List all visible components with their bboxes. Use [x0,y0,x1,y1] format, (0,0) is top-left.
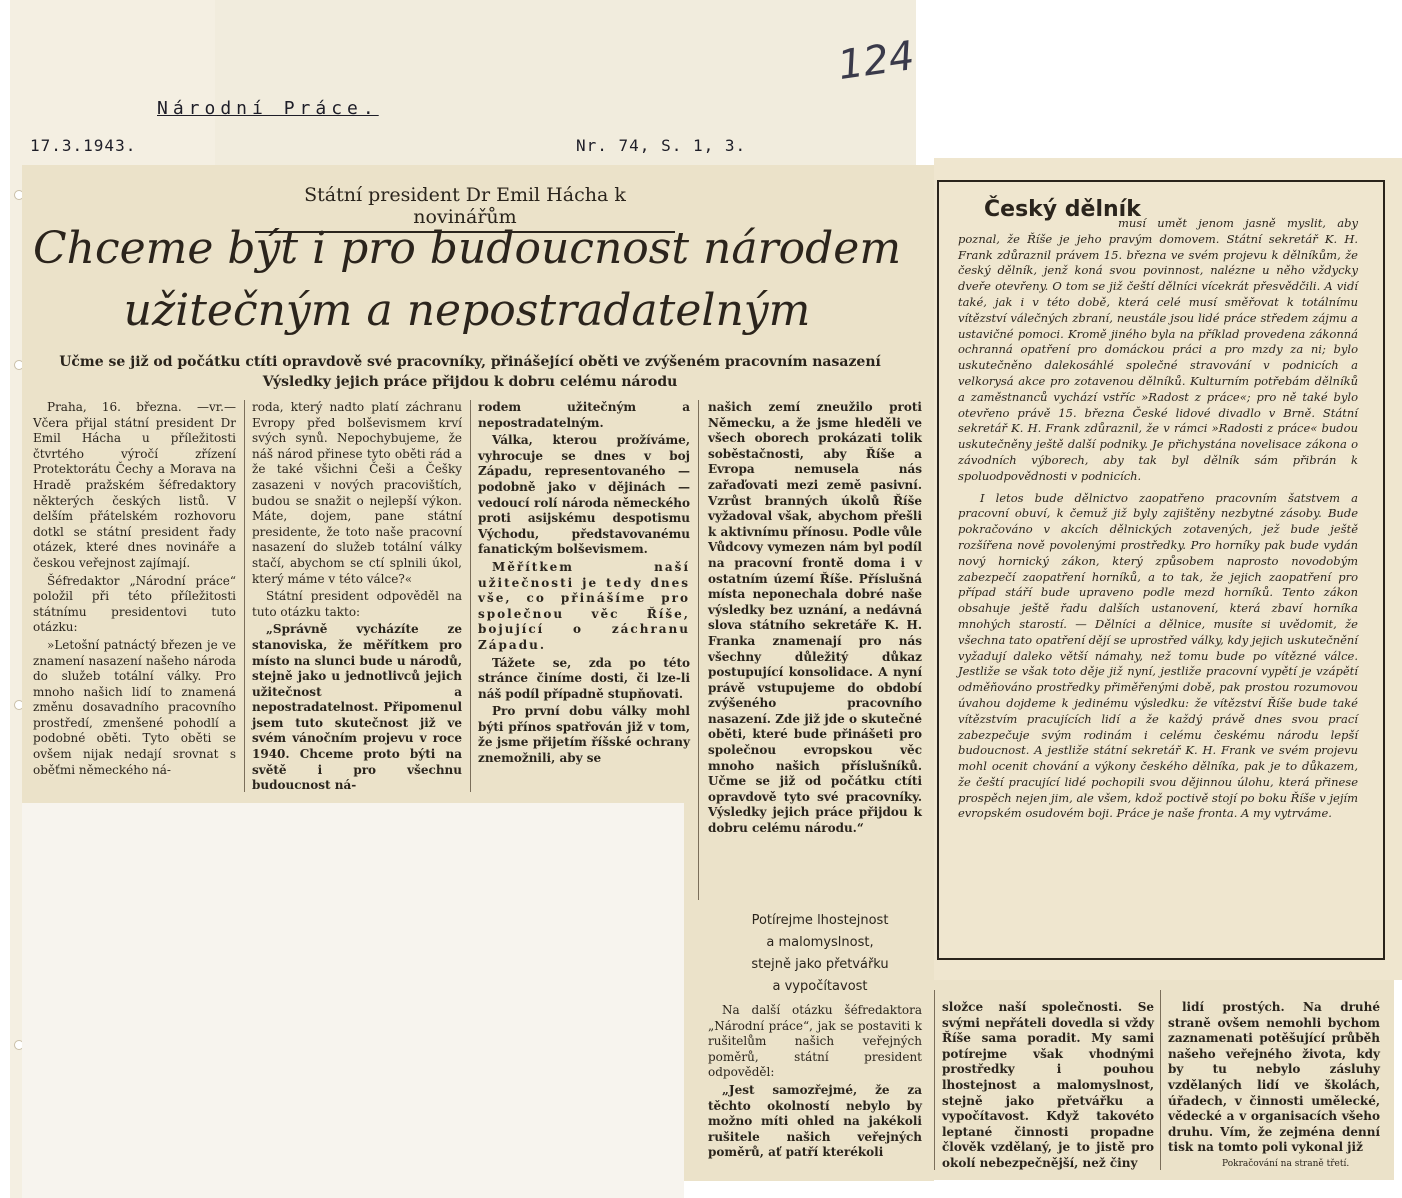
column-4 [708,400,922,839]
subheadline-line-2: Výsledky jejich práce přijdou k dobru celému národu [262,374,678,390]
paragraph: Válka, kterou prožíváme, vyhrocuje se dnes v boj Západu, representovaného — podobně jako v dějinách — vedoucí rolí národa německého proti asijskému despotismu Východu, představovanému fanatickým bolševismem. [478,433,690,557]
column-5 [942,1000,1154,1174]
column-rule [934,990,935,1170]
continued-note: Pokračování na straně třetí. [1222,1159,1350,1169]
column-4-continued [708,1003,922,1163]
column-rule [244,400,245,792]
date: 17.3.1943. [30,136,137,155]
interheading-line: a malomyslnost, [766,935,874,950]
interheading-line: a vypočítavost [772,979,868,994]
reference: Nr. 74, S. 1, 3. [576,136,747,155]
sidebar-text [958,216,1358,822]
paragraph: Šéfredaktor „Národní práce“ položil při této příležitosti státnímu presidentovi tuto otázku: [33,573,236,635]
column-rule [470,400,471,792]
paragraph: I letos bude dělnictvo zaopatřeno pracovním šatstvem a pracovní obuví, k čemuž již byly zajištěny nezbytné zásoby. Bude pokračováno v akcích dělnických zotavených, jež bude ještě rozšířena nově povolenými prostředky. Pro horníky pak bude vydán nový hornický zákon, který způsobem naprosto novodobým zabezpečí zaopatření horníků, a to tak, že jejich zaopatření pro případ stáří bude upraveno podle mezd horníků. Tento zákon obsahuje ještě řadu dalších ustanovení, která zbaví horníka mnohých starostí. — Dělníci a dělnice, musíte si uvědomit, že všechna tato opatření dějí se uprostřed války, kdy jejich uskutečnění vyžadují daleko větší námahy, než tomu bude po vítězné válce. Jestliže se však toto děje již nyní, jestliže pracovní vypětí je vzápětí odměňováno prostředky přiměřenými době, pak prostou rozumovou úvahou dojdeme k jedinému výsledku: že vítězství Říše bude také vítězstvím pracujících lidí a že každý právě dnes svou prací zabezpečuje svým rodinám i celému českému národu lepší budoucnost. A jestliže státní sekretář K. H. Frank ve svém projevu mohl ocenit chování a výkony českého dělníka, pak je to důkazem, že čeští pracující lidé pochopili svou dějinnou úlohu, která přinese prospěch nejen jim, ale všem, kdož poctivě stojí po boku Říše v jejím evropském osudovém boji. Práce je naše fronta. A my vytrváme. [958,490,1358,821]
column-rule [698,400,699,900]
paragraph: Pro první dobu války mohl býti přínos spatřován již v tom, že jsme přijetím říšské ochrany znemožnili, aby se [478,704,690,766]
column-1 [33,400,236,780]
paragraph: Tážete se, zda po této stránce činíme dosti, či lze-li náš podíl případně stupňovati. [478,655,690,701]
sidebar-title: Český dělník [984,197,1141,222]
headline-line-1: Chceme být i pro budoucnost národem [32,223,902,274]
paragraph: lidí prostých. Na druhé straně ovšem nemohli bychom zaznamenati potěšující průběh našeho veřejného života, kdy by tu nebylo zásluhy vzdělaných lidí ve školách, úřadech, v činnosti umělecké, vědecké a v organisacích všeho druhu. Vím, že zejména denní tisk na tomto poli vykonal již [1168,1000,1380,1155]
paragraph: roda, který nadto platí záchranu Evropy před bolševismem krví svých synů. Nepochybujeme, že náš národ přinese tyto oběti rád a že také všichni Češi a Češky zasazeni v nových pracovištích, budou se snažit o nejlepší výkon. Máte, dojem, pane státní presidente, že toto naše pracovní nasazení do služeb totální války stačí, abychom se ctí splnili úkol, který máme v této válce?« [252,400,462,586]
article-headline [22,218,912,342]
paragraph: Na další otázku šéfredaktora „Národní práce“, jak se postaviti k rušitelům našich veřejných poměrů, státní president odpověděl: [708,1003,922,1080]
article-subheadline [40,352,900,392]
paragraph: „Jest samozřejmé, že za těchto okolností nebylo by možno míti ohled na jakékoli rušitele našich veřejných poměrů, ať patří kterékoli [708,1082,922,1160]
column-6 [1168,1000,1380,1158]
paragraph: Měřítkem naší užitečnosti je tedy dnes vše, co přinášíme pro společnou věc Říše, bojující o záchranu Západu. [478,559,690,652]
headline-line-2: užitečným a nepostradatelným [123,285,811,336]
paragraph: Státní president odpověděl na tuto otázku takto: [252,589,462,619]
interheading-line: stejně jako přetvářku [751,957,889,972]
paragraph: rodem užitečným a nepostradatelným. [478,400,690,430]
article-kicker: Státní president Dr Emil Hácha k novinářům [255,184,675,233]
interheading [710,910,930,998]
paragraph: musí umět jenom jasně myslit, aby poznal, že Říše je jeho pravým domovem. Státní sekretář K. H. Frank zdůraznil právem 15. března ve svém projevu k dělníkům, že český dělník, jenž koná svou povinnost, nalézne u něho vždycky dveře otevřeny. O tom se již čeští dělníci vícekrát přesvědčili. A vidí také, jak i v této době, která celé musí směřovat k totálnímu vítězství válečných zbraní, neustále jsou lidé práce středem zájmu a ustavičné pomoci. Kromě jiného byla na příklad provedena zákonná ochranná opatření pro domáckou práci a pro mzdy za ni; bylo uskutečněno dalekosáhlé společné stravování v podnicích a velkorysá akce pro zotavenou dělníků. Kulturním potřebám dělníků a zaměstnanců vychází vstříc »Radost z práce«; pro ně také bylo otevřeno právě 15. března České lidové divadlo v Brně. Státní sekretář K. H. Frank zdůraznil, že v rámci »Radosti z práce« budou uskutečněny ještě další podniky. Je přichystána novelisace zákona o závodních výborech, aby tak byl dělník sám přibrán k spoluodpovědnosti v podnicích. [958,216,1358,483]
handwritten-page-number: 124 [835,32,918,90]
column-2 [252,400,462,796]
paragraph: složce naší společnosti. Se svými nepřáteli dovedla si vždy Říše sama poradit. My sami potírejme však vhodnými prostředky i pouhou lhostejnost a malomyslnost, stejně jako přetvářku a vypočítavost. Když takovéto leptané činnosti propadne člověk vzdělaný, je to jistě pro okolí nebezpečnější, než činy [942,1000,1154,1170]
empty-area [22,803,684,1198]
paragraph: našich zemí zneužilo proti Německu, a že jsme hleděli ve všech oborech prokázati tolik soběstačnosti, aby Říše a Evropa nemusela nás zařaďovati mezi země pasivní. Vzrůst branných úkolů Říše vyžadoval však, abychom přešli k aktivnímu přínosu. Podle vůle Vůdcovy vymezen nám byl podíl na pracovní frontě doma i v ostatním území Říše. Příslušná místa neponechala dobré naše výsledky bez uznání, a nedávná slova státního sekretáře K. H. Franka znamenají pro nás všechny důležitý důkaz postupující konsolidace. A nyní právě vstupujeme do období zvýšeného pracovního nasazení. Zde již jde o skutečné oběti, které bude přinášeti pro společnou evropskou věc mnoho našich příslušníků. Učme se již od počátku ctíti opravdově tyto své pracovníky. Výsledky jejich práce přijdou k dobru celému národu.“ [708,400,922,836]
paragraph: „Správně vycházíte ze stanoviska, že měřítkem pro místo na slunci bude u národů, stejně jako u jednotlivců jejich užitečnost a nepostradatelnost. Připomenul jsem tuto skutečnost již ve svém vánočním projevu v roce 1940. Chceme proto býti na světě i pro všechnu budoucnost ná- [252,622,462,793]
subheadline-line-1: Učme se již od počátku ctíti opravdově své pracovníky, přinášející oběti ve zvýšeném pracovním nasazení [59,354,881,370]
column-rule [1160,990,1161,1170]
paragraph: »Letošní patnáctý březen je ve znamení nasazení našeho národa do služeb totální války. Pro mnoho našich lidí to znamená změnu dosavadního pracovního prostředí, zmenšené pohodlí a podobné oběti. Tyto oběti se ovšem nijak nedají srovnat s oběťmi německého ná- [33,637,236,777]
column-3 [478,400,690,769]
paper-name: Národní Práce. [157,98,379,119]
paragraph: Praha, 16. března. —vr.— Včera přijal státní president Dr Emil Hácha u příležitosti čtvrtého výročí zřízení Protektorátu Čechy a Morava na Hradě pražském šéfredaktory některých českých listů. V delším přátelském rozhovoru dotkl se státní president řady otázek, které dnes novináře a českou veřejnost zajímají. [33,400,236,570]
interheading-line: Potírejme lhostejnost [751,913,889,928]
